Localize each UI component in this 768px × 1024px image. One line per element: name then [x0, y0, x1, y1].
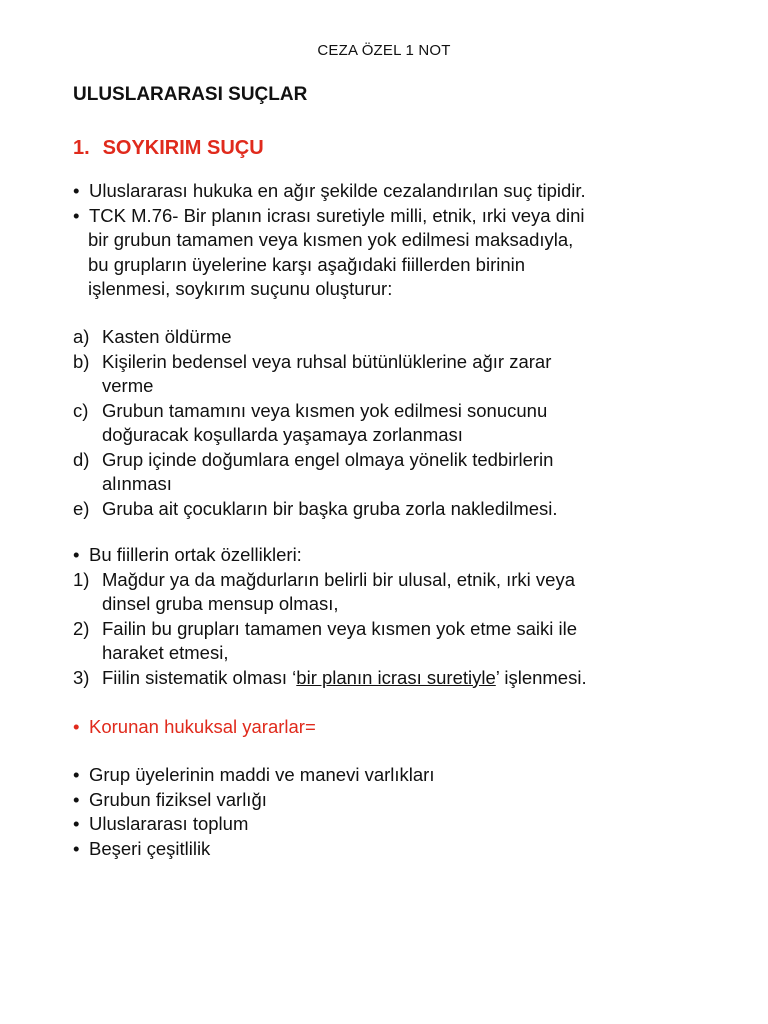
act-text: Grup içinde doğumlara engel olmaya yönelik tedbirlerin: [102, 448, 554, 470]
act-item-d: [73, 448, 753, 473]
act-marker: e): [73, 497, 90, 519]
heading-number: 1.: [73, 137, 90, 159]
bullet-glyph: •: [73, 544, 80, 565]
act-text: Gruba ait çocukların bir başka gruba zorla nakledilmesi.: [102, 497, 558, 519]
protected-title-line: [73, 715, 753, 740]
common-text: Failin bu grupları tamamen veya kısmen yok etme saiki ile: [102, 617, 578, 639]
intro-block: [73, 179, 753, 302]
protected-title: [73, 715, 753, 740]
act-marker: a): [73, 326, 90, 347]
bullet-glyph: •: [73, 180, 80, 201]
common-text-before: Fiilin sistematik olması ‘: [102, 666, 297, 688]
bullet-glyph: •: [73, 764, 80, 785]
act-marker: c): [73, 399, 89, 421]
act-item-b-cont: verme: [102, 375, 154, 396]
common-item-1-cont: dinsel gruba mensup olması,: [102, 593, 339, 614]
act-item-e: [73, 497, 753, 522]
protected-item-text: Beşeri çeşitlilik: [89, 837, 211, 859]
protected-item-text: Grubun fiziksel varlığı: [89, 788, 267, 810]
page-header: CEZA ÖZEL 1 NOT: [317, 42, 451, 59]
acts-list: [73, 325, 753, 521]
common-marker: 1): [73, 568, 90, 590]
protected-item: [73, 837, 753, 862]
bullet-glyph: •: [73, 813, 80, 834]
act-text: Kasten öldürme: [102, 326, 232, 347]
act-item-b: [73, 350, 753, 375]
protected-list: [73, 763, 753, 861]
act-marker: b): [73, 350, 90, 372]
common-text-underlined: bir planın icrası suretiyle: [296, 666, 496, 688]
act-item-c-cont: doğuracak koşullarda yaşamaya zorlanması: [102, 424, 463, 445]
bullet-glyph: •: [73, 716, 80, 737]
bullet-glyph: •: [73, 837, 80, 859]
bullet-glyph: •: [73, 788, 80, 810]
common-item-3: [73, 666, 753, 691]
intro-bullet-2-line-1: TCK M.76- Bir planın icrası suretiyle milli, etnik, ırki veya dini: [89, 204, 585, 226]
act-item-c: [73, 399, 753, 424]
intro-bullet-1: [73, 179, 753, 204]
common-item-2-cont: haraket etmesi,: [102, 642, 229, 663]
protected-item: [73, 763, 753, 788]
protected-item-text: Grup üyelerinin maddi ve manevi varlıkları: [89, 764, 435, 785]
act-marker: d): [73, 448, 90, 470]
intro-bullet-2-line-3: bu grupların üyelerine karşı aşağıdaki fiillerden birinin: [88, 253, 526, 275]
act-item-d-cont: alınması: [102, 473, 172, 494]
intro-bullet-2-line-4: işlenmesi, soykırım suçunu oluşturur:: [88, 278, 393, 299]
common-title: [73, 543, 753, 568]
common-title-text: Bu fiillerin ortak özellikleri:: [89, 544, 302, 565]
heading-text: SOYKIRIM SUÇU: [102, 137, 264, 159]
common-text-after: ’ işlenmesi.: [495, 666, 587, 688]
act-item-a: [73, 325, 753, 350]
protected-title-text: Korunan hukuksal yararlar=: [89, 716, 316, 737]
act-text: Grubun tamamını veya kısmen yok edilmesi sonucunu: [102, 399, 548, 421]
bullet-glyph: •: [73, 204, 80, 226]
common-marker: 2): [73, 617, 90, 639]
intro-bullet-2-line-2: bir grubun tamamen veya kısmen yok edilmesi maksadıyla,: [88, 229, 574, 250]
protected-item: [73, 788, 753, 813]
intro-bullet-1-text: Uluslararası hukuka en ağır şekilde cezalandırılan suç tipidir.: [89, 180, 586, 201]
common-item-2: [73, 617, 753, 642]
common-marker: 3): [73, 666, 90, 688]
act-text: Kişilerin bedensel veya ruhsal bütünlüklerine ağır zarar: [102, 350, 552, 372]
intro-bullet-2: [73, 204, 753, 229]
protected-item: [73, 812, 753, 837]
common-text: Mağdur ya da mağdurların belirli bir ulusal, etnik, ırki veya: [102, 568, 575, 590]
heading-soykirim: [73, 137, 264, 160]
protected-item-text: Uluslararası toplum: [89, 813, 249, 834]
section-title: ULUSLARARASI SUÇLAR: [73, 84, 308, 105]
common-features: [73, 543, 753, 690]
common-item-1: [73, 568, 753, 593]
